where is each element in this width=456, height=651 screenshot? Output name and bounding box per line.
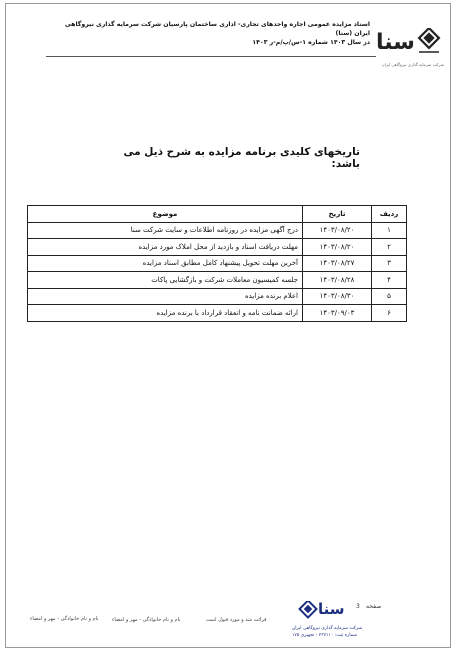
- header-divider: [46, 56, 376, 57]
- page-number: 3: [356, 603, 360, 610]
- table-row: [28, 305, 407, 322]
- table-row: [28, 288, 407, 305]
- footer-logo-text: سنا: [318, 600, 345, 618]
- column-header-subject: موضوع: [28, 206, 303, 223]
- row-date: ۱۴۰۳/۰۸/۲۰: [303, 222, 372, 239]
- logo-mark-icon: [414, 28, 444, 58]
- row-number: ۶: [372, 305, 407, 322]
- table-row: [28, 239, 407, 256]
- company-logo: [376, 28, 444, 72]
- table-row: [28, 272, 407, 289]
- footer-accepted-text: قرائت شد و مورد قبول است: [206, 617, 267, 623]
- column-header-row: ردیف: [372, 206, 407, 223]
- row-subject: درج آگهی مزایده در روزنامه اطلاعات و سایت شرکت سنا: [28, 222, 303, 239]
- column-header-date: تاریخ: [303, 206, 372, 223]
- row-subject: جلسه کمیسیون معاملات شرکت و بازگشایی پاکات: [28, 272, 303, 289]
- footer-registration: شماره ثبت: ۲۳۷۱۱۰ - تجهیزی ۱۷۵: [292, 633, 357, 638]
- row-subject: آخرین مهلت تحویل پیشنهاد کامل مطابق اسناد مزایده: [28, 255, 303, 272]
- row-number: ۵: [372, 288, 407, 305]
- header-title: [50, 20, 370, 47]
- row-number: ۲: [372, 239, 407, 256]
- footer-seal-signature: نام و نام خانوادگی - مهر و امضاء: [30, 616, 99, 622]
- row-subject: ارائه ضمانت نامه و انعقاد قرارداد با برنده مزایده: [28, 305, 303, 322]
- key-dates-table: [27, 205, 407, 322]
- header-title-line-1: اسناد مزایده عمومی اجاره واحدهای تجاری- اداری ساختمان پارسیان شرکت سرمایه گذاری نیروگاهی ایران (سنا): [64, 21, 370, 37]
- row-subject: مهلت دریافت اسناد و بازدید از محل املاک مورد مزایده: [28, 239, 303, 256]
- table-row: [28, 222, 407, 239]
- row-date: ۱۴۰۳/۰۸/۳۰: [303, 288, 372, 305]
- row-number: ۴: [372, 272, 407, 289]
- logo-text: سنا: [376, 30, 415, 55]
- row-date: ۱۴۰۳/۰۸/۲۸: [303, 272, 372, 289]
- section-heading: تاریخهای کلیدی برنامه مزایده به شرح ذیل می باشد:: [123, 146, 360, 170]
- document-page: [5, 3, 451, 648]
- footer-name-signature: نام و نام خانوادگی - مهر و امضاء: [112, 617, 181, 623]
- logo-subtitle: شرکت سرمایه گذاری نیروگاهی ایران: [381, 62, 444, 67]
- row-number: ۱: [372, 222, 407, 239]
- row-subject: اعلام برنده مزایده: [28, 288, 303, 305]
- row-number: ۳: [372, 255, 407, 272]
- header-title-line-2: در سال ۱۴۰۳ شماره ۱-س/پ/م-ر ۱۴۰۳: [252, 39, 370, 46]
- footer-company-name: شرکت سرمایه گذاری نیروگاهی ایران: [292, 626, 363, 631]
- table-header-row: [28, 206, 407, 223]
- row-date: ۱۴۰۳/۰۸/۲۰: [303, 239, 372, 256]
- page-label: صفحه: [366, 603, 382, 610]
- row-date: ۱۴۰۳/۰۸/۲۷: [303, 255, 372, 272]
- table-row: [28, 255, 407, 272]
- row-date: ۱۴۰۳/۰۹/۰۳: [303, 305, 372, 322]
